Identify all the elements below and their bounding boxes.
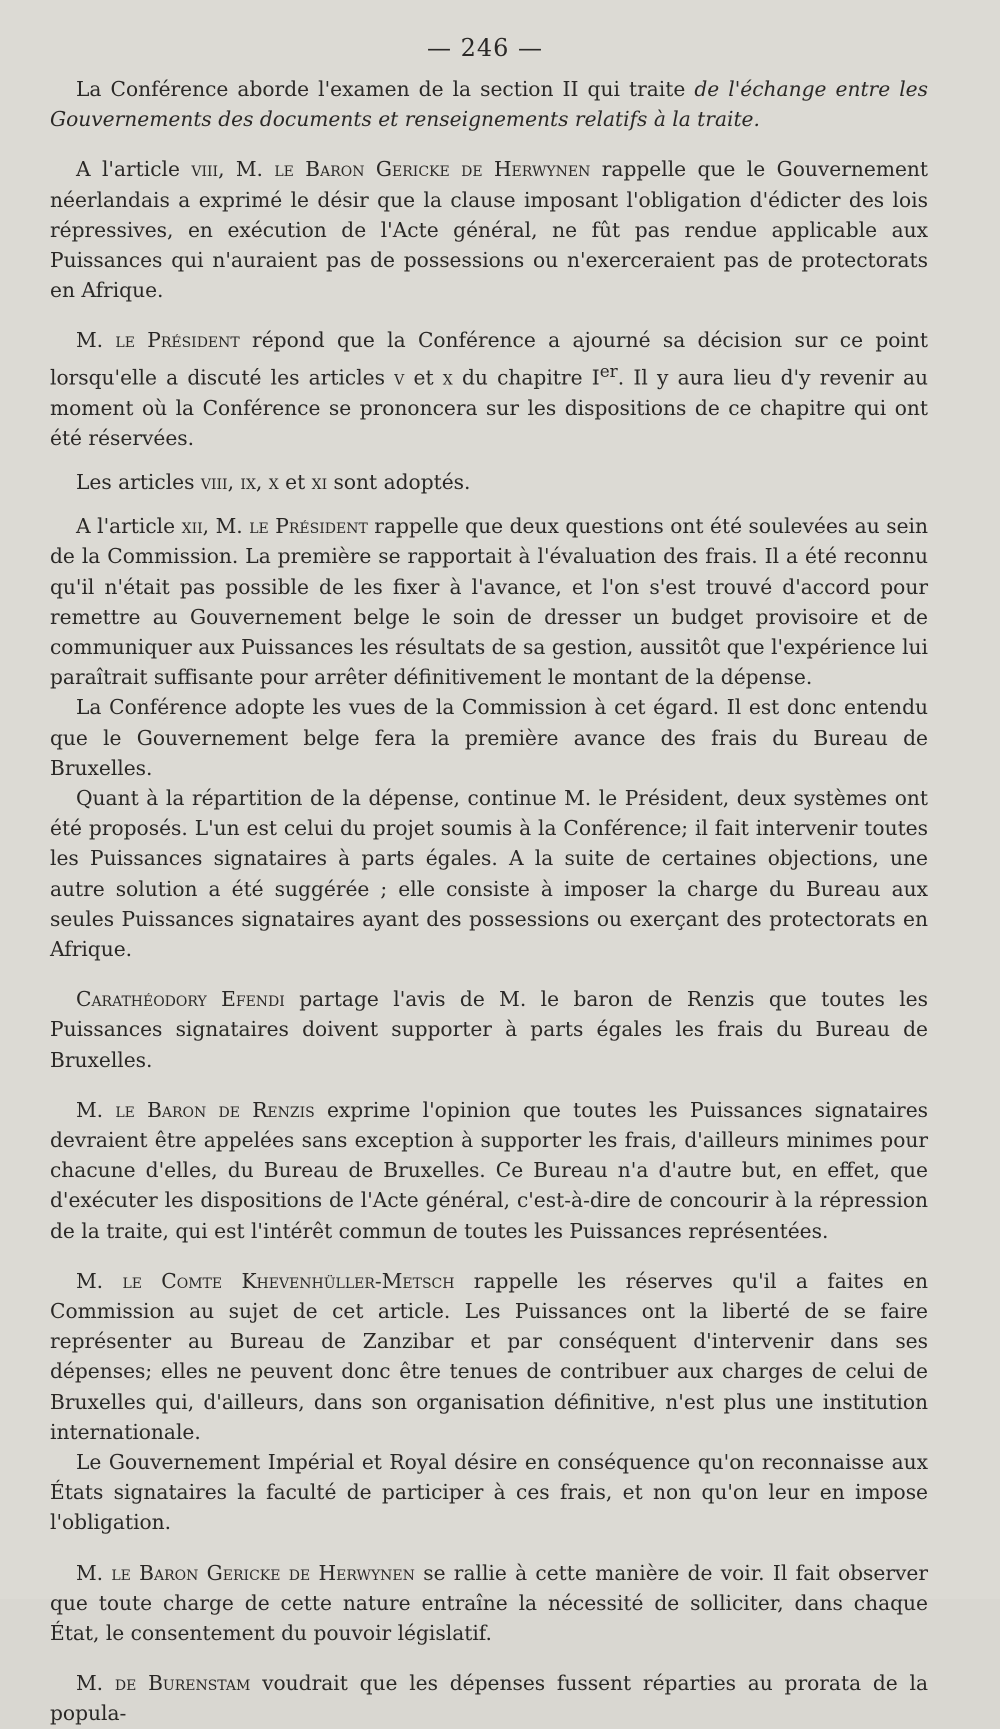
paragraph-article-xii xyxy=(50,511,928,692)
paragraph-section-ii xyxy=(50,74,928,134)
text-run: M. xyxy=(76,1268,123,1293)
paragraph-conference-adopts: La Conférence adopte les vues de la Commission à cet égard. Il est donc entendu que le Gouvernement belge fera la première avance des frais du Bureau de Bruxelles. xyxy=(50,695,928,780)
text-run: et xyxy=(404,365,443,390)
text-run: La Conférence aborde l'examen de la section II qui traite xyxy=(76,77,695,101)
superscript: er xyxy=(599,360,618,381)
roman-numeral: xii xyxy=(181,514,203,539)
text-run: exprime l'opinion que toutes les Puissances signataires devraient être appelées sans exception à supporter les frais, d'ailleurs minimes pour chacune d'elles, du Bureau de Bruxelles. Ce Bureau n'a d'autre but, en effet, que d'exécuter les dispositions de l'Acte général, c'est-à-dire de concourir à la répression de la traite, qui est l'intérêt commun de toutes les Puissances représentées. xyxy=(50,1097,928,1243)
roman-numeral: x xyxy=(442,365,453,390)
text-run: rappelle que le Gouvernement néerlandais a exprimé le désir que la clause imposant l'obligation d'édicter des lois répressives, en exécution de l'Acte général, ne fût pas rendue applicable aux Puissances qui n'auraient pas de possessions ou n'exerceraient pas de protectorats en Afrique. xyxy=(50,157,929,303)
text-run: M. xyxy=(76,1097,116,1122)
paragraph-khevenhuller xyxy=(50,1266,928,1447)
text-run: . Il y aura lieu d'y revenir au moment où la Conférence se prononcera sur les dispositions de ce chapitre qui ont été réservées. xyxy=(50,365,928,450)
text-run: voudrait que les dépenses fussent réparties au prorata de la popula- xyxy=(50,1671,928,1726)
text-run: M. xyxy=(76,1671,115,1696)
paragraph-caratheodory xyxy=(50,984,928,1075)
text-run: A l'article xyxy=(76,514,182,539)
text-run: M. xyxy=(76,1560,112,1585)
paragraph-renzis xyxy=(50,1095,928,1246)
roman-numeral: v xyxy=(394,365,405,390)
text-run: se rallie à cette manière de voir. Il fait observer que toute charge de cette nature entraîne la nécessité de solliciter, dans chaque État, le consentement du pouvoir législatif. xyxy=(50,1560,928,1646)
text-run: Les articles xyxy=(76,469,201,494)
paragraph-article-viii xyxy=(50,154,928,305)
text-run: partage l'avis de M. le baron de Renzis que toutes les Puissances signataires doivent supporter à parts égales les frais du Bureau de Bruxelles. xyxy=(50,987,928,1072)
italic-text: de l'échange entre les Gouvernements des documents et renseignements relatifs à la traite. xyxy=(50,77,928,132)
paragraph-imperial-government: Le Gouvernement Impérial et Royal désire en conséquence qu'on reconnaisse aux États signataires la faculté de participer à ces frais, et non qu'on leur en impose l'obligation. xyxy=(50,1450,928,1535)
speaker-name: le Baron de Renzis xyxy=(115,1097,315,1122)
text-run: répond que la Conférence a ajourné sa décision sur ce point lorsqu'elle a discuté les articles xyxy=(50,328,928,390)
paragraph-articles-adopted xyxy=(50,467,928,497)
roman-numeral: viii xyxy=(191,157,219,182)
paragraph-burenstam xyxy=(50,1668,928,1728)
text-run: et xyxy=(278,469,312,494)
page-number: — 246 — xyxy=(426,34,544,62)
paragraph-repartition: Quant à la répartition de la dépense, continue M. le Président, deux systèmes ont été proposés. L'un est celui du projet soumis à la Conférence; il fait intervenir toutes les Puissances signataires à parts égales. A la suite de certaines objections, une autre solution a été suggérée ; elle consiste à imposer la charge du Bureau aux seules Puissances signataires ayant des possessions ou exerçant des protectorats en Afrique. xyxy=(50,786,928,962)
text-column xyxy=(50,74,928,1729)
speaker-name: le Président xyxy=(115,328,240,353)
text-run: , M. xyxy=(202,514,250,539)
speaker-name: Carathéodory Efendi xyxy=(76,987,285,1012)
text-run: rappelle que deux questions ont été soulevées au sein de la Commission. La première se rapportait à l'évaluation des frais. Il a été reconnu qu'il n'était pas possible de les fixer à l'avance, et l'on s'est trouvé d'accord pour remettre au Gouvernement belge le soin de dresser un budget provisoire et de communiquer aux Puissances les résultats de sa gestion, aussitôt que l'expérience lui paraîtrait suffisante pour arrêter définitivement le montant de la dépense. xyxy=(50,514,928,690)
paragraph-president-reply xyxy=(50,325,928,453)
paragraph-gericke-rallies xyxy=(50,1558,928,1649)
text-run: rappelle les réserves qu'il a faites en Commission au sujet de cet article. Les Puissances ont la liberté de se faire représenter au Bureau de Zanzibar et par conséquent d'intervenir dans ses dépenses; elles ne peuvent donc être tenues de contribuer aux charges de celui de Bruxelles qui, d'ailleurs, dans son organisation définitive, n'est plus une institution internationale. xyxy=(50,1268,928,1444)
text-run: du chapitre I xyxy=(452,365,600,390)
speaker-name: le Comte Khevenhüller-Metsch xyxy=(122,1268,455,1293)
speaker-name: le Président xyxy=(249,514,368,539)
text-run: sont adoptés. xyxy=(327,469,471,494)
text-run: A l'article xyxy=(76,157,192,182)
speaker-name: le Baron Gericke de Herwynen xyxy=(111,1560,415,1585)
text-run: , M. xyxy=(218,157,275,182)
speaker-name: de Burenstam xyxy=(114,1671,251,1696)
speaker-name: le Baron Gericke de Herwynen xyxy=(274,157,591,182)
roman-numeral: viii, ix, x xyxy=(200,469,279,494)
roman-numeral: xi xyxy=(311,469,328,494)
text-run: M. xyxy=(76,328,116,353)
